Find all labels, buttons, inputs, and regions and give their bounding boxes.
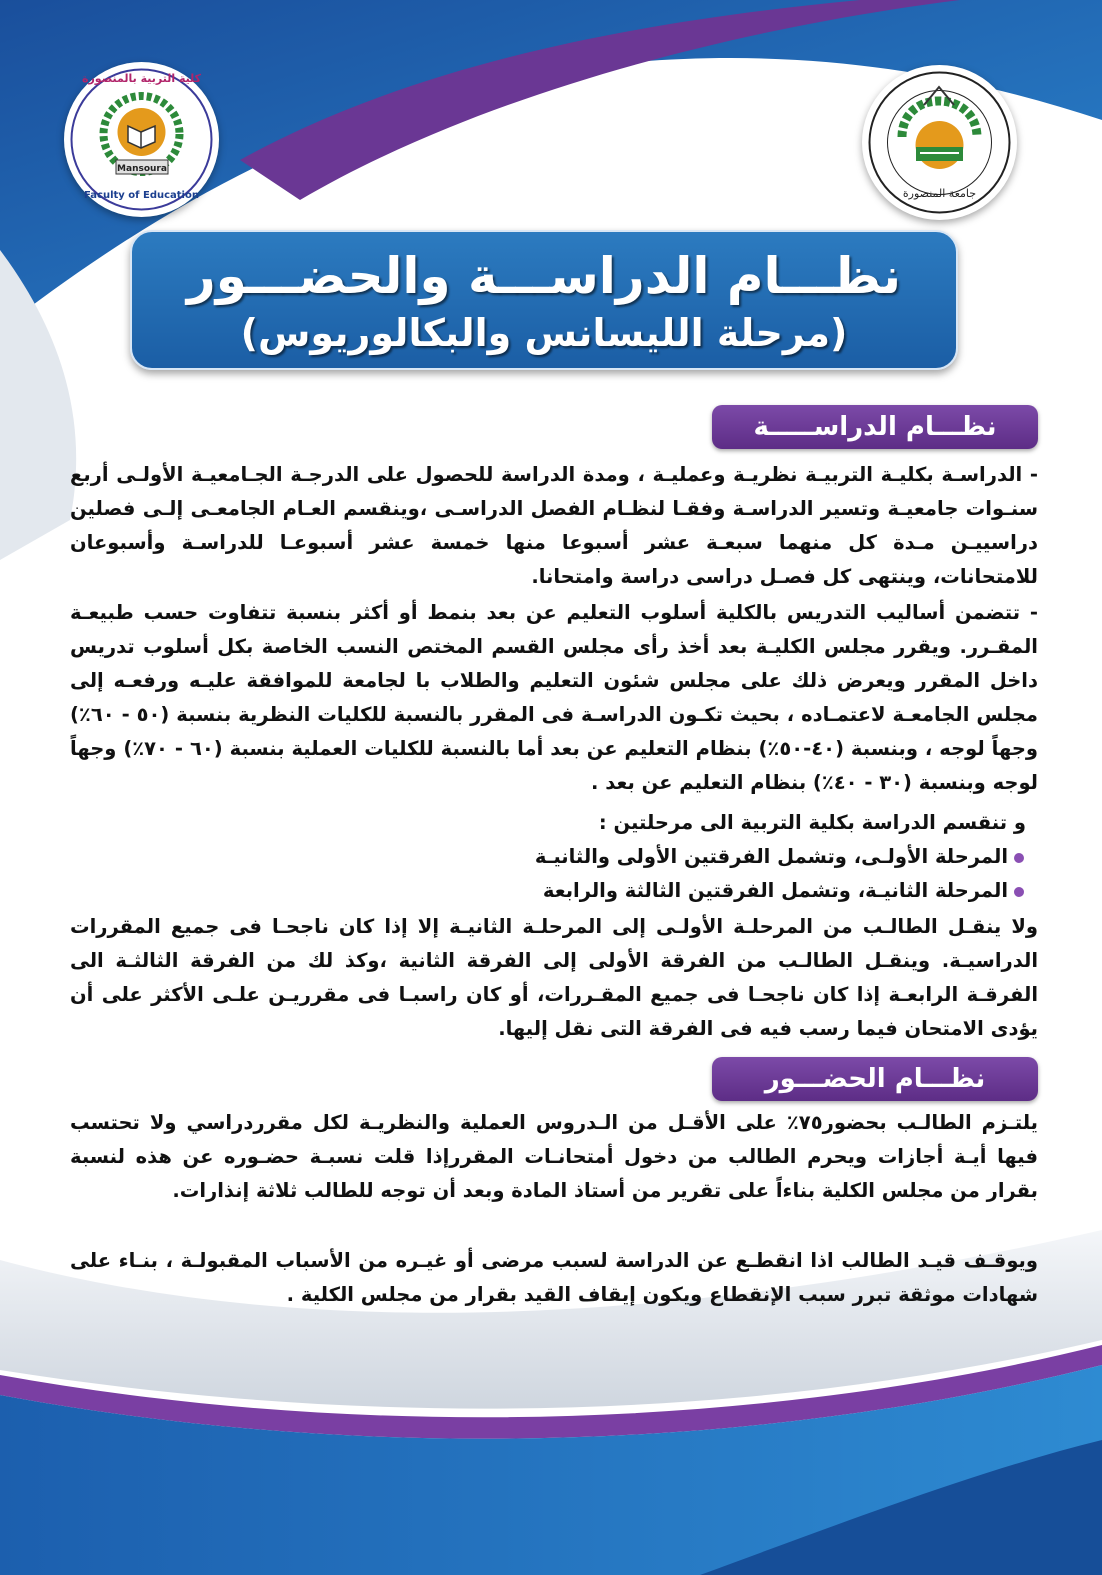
faculty-of-education-logo <box>64 62 219 217</box>
list-item <box>535 840 1024 874</box>
stage-two-text: المرحلة الثانيـة، وتشمل الفرقتين الثالثة والرابعة <box>542 879 1008 902</box>
svg-text:Mansoura: Mansoura <box>117 164 167 174</box>
university-name-text: جامعة المنصورة <box>902 187 977 200</box>
bullet-dot-icon <box>1014 853 1024 863</box>
study-paragraph-promotion: ولا ينقـل الطالـب من المرحلـة الأولـى إلى المرحلـة الثانيـة إلا إذا كان ناجحـا فى جميع المقررات الدراسيـة. وينقـل الطالـب من الفرقة الأولى إلى الفرقة الثانية ،وكذ لك من الفرقة الثالثـة الى الفرقـة الرابعـة إذا كان ناجحـا فى جميع المقـررات، أو كان راسبـا فى مقرريـن علـى الأكثر على أن يؤدى الامتحان فيما رسب فيه فى الفرقة التى نقل إليها. <box>70 915 1038 1040</box>
study-paragraph-methods: - تتضمن أساليب التدريس بالكلية أسلوب التعليم عن بعد بنمط أو أكثر بنسبة تتفاوت حسب طبيعـة المقـرر. ويقرر مجلس الكليـة بعد أخذ رأى مجلس القسم المختص النسب الخاصة بكل أسلوب تدريس داخل المقرر ويعرض ذلك على مجلس شئون التعليم والطلاب با لجامعة للموافقة عليـه ورفعـه إلى مجلس الجامعـة لاعتمـاده ، بحيث تكـون الدراسـة فى المقرر بالنسبة للكليات النظرية بنسبة (٥٠ - ٦٠٪) وجهاً لوجه ، وبنسبة (٤٠-٥٠٪) بنظام التعليم عن بعد أما بالنسبة للكليات العملية بنسبة (٦٠ - ٧٠٪) وجهاً لوجه وبنسبة (٣٠ - ٤٠٪) بنظام التعليم عن بعد . <box>70 601 1039 794</box>
title-banner <box>130 230 958 370</box>
study-system-header: نظـــام الدراســـــة <box>712 405 1038 449</box>
faculty-name-text: كلية التربية بالمنصورة <box>81 72 202 85</box>
page-title: نظـــام الدراســـة والحضـــور <box>186 247 902 305</box>
study-paragraph-stages-intro: و تنقسم الدراسة بكلية التربية الى مرحلتين : <box>598 811 1026 834</box>
attendance-paragraph-requirement: يلتـزم الطالـب بحضور٧٥٪ على الأقـل من الـدروس العملية والنظريـة لكل مقرردراسي ولا تحتسب فيها أيـة أجازات ويحرم الطالب من دخول أمتحانـات المقررإذا قلت نسبـة حضـوره عن هذه لنسبة بقرار من مجلس الكلية بناءاً على تقرير من أستاذ المادة وبعد أن توجه للطالب ثلاثة إنذارات. <box>70 1111 1039 1202</box>
bullet-dot-icon <box>1014 887 1024 897</box>
attendance-system-header: نظـــام الحضـــور <box>712 1057 1038 1101</box>
svg-text:Faculty of Education: Faculty of Education <box>84 190 199 201</box>
stage-one-text: المرحلة الأولـى، وتشمل الفرقتين الأولى والثانيـة <box>534 845 1008 868</box>
attendance-paragraph-suspension: ويوقـف قيـد الطالب اذا انقطـع عن الدراسة لسبب مرضى أو غيـره من الأسباب المقبولـة ، بنـاء على شهادات موثقة تبرر سبب الإنقطاع ويكون إيقاف القيد بقرار من مجلس الكلية . <box>70 1249 1038 1306</box>
mansoura-university-logo <box>862 65 1017 220</box>
study-paragraph-duration: - الدراسـة بكليـة التربيـة نظريـة وعمليـة ، ومدة الدراسة للحصول على الدرجـة الجـامعيـة الأولـى أربع سنـوات جامعيـة وتسير الدراسـة وفقـا لنظـام الفصل الدراسـى ،وينقسم العـام الجامعـى إلـى فصلين دراسييـن مـدة كل منهما سبعـة عشر أسبوعا منها خمسة عشر أسبوعـا للدراسـة وأسبوعان للامتحانات، وينتهى كل فصـل دراسى دراسة وامتحانا. <box>70 463 1038 588</box>
page-subtitle: (مرحلة الليسانس والبكالوريوس) <box>240 311 848 355</box>
list-item <box>543 874 1024 908</box>
